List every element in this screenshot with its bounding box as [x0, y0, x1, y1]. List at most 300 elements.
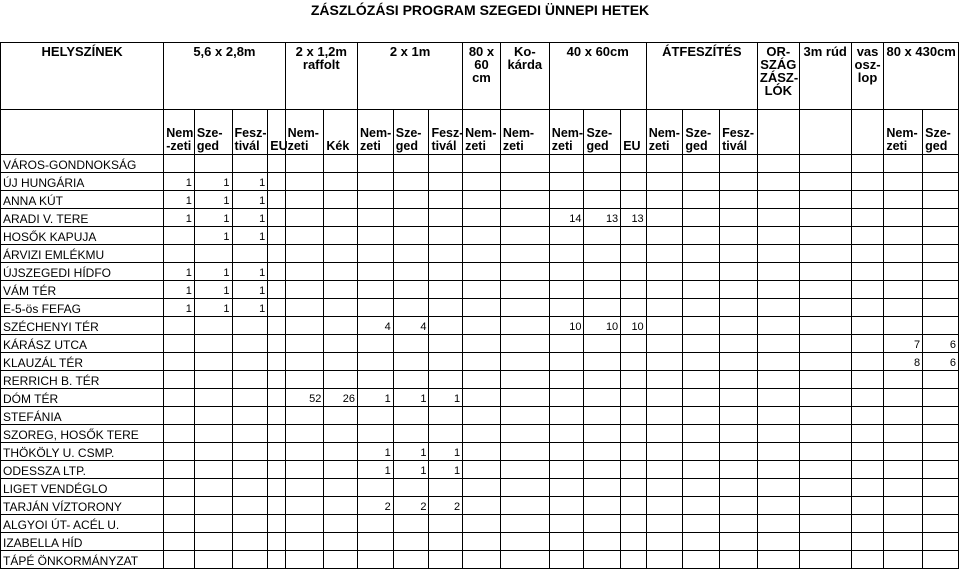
quantity-cell: [500, 551, 549, 569]
quantity-cell: [324, 515, 358, 533]
quantity-cell: 1: [232, 281, 268, 299]
quantity-cell: [194, 533, 232, 551]
quantity-cell: [621, 227, 647, 245]
quantity-cell: [720, 407, 758, 425]
quantity-cell: [646, 371, 683, 389]
quantity-cell: [646, 317, 683, 335]
quantity-cell: [285, 209, 324, 227]
table-row: [1, 281, 959, 299]
quantity-cell: [621, 443, 647, 461]
quantity-cell: [757, 425, 799, 443]
quantity-cell: [884, 479, 923, 497]
quantity-cell: [646, 263, 683, 281]
quantity-cell: [285, 443, 324, 461]
quantity-cell: [500, 371, 549, 389]
quantity-cell: [923, 461, 959, 479]
quantity-cell: [232, 407, 268, 425]
quantity-cell: [851, 371, 884, 389]
quantity-cell: [799, 155, 851, 173]
subheader-cell: Fesz-tivál: [720, 110, 758, 155]
quantity-cell: [463, 173, 501, 191]
quantity-cell: [164, 245, 195, 263]
quantity-cell: [324, 317, 358, 335]
quantity-cell: [646, 227, 683, 245]
quantity-cell: [393, 299, 429, 317]
quantity-cell: [757, 515, 799, 533]
quantity-cell: [720, 317, 758, 335]
quantity-cell: [851, 515, 884, 533]
quantity-cell: [463, 389, 501, 407]
quantity-cell: [500, 281, 549, 299]
quantity-cell: [500, 515, 549, 533]
quantity-cell: [683, 407, 720, 425]
quantity-cell: [646, 155, 683, 173]
quantity-cell: [268, 353, 285, 371]
quantity-cell: [646, 245, 683, 263]
quantity-cell: [720, 209, 758, 227]
table-row: [1, 155, 959, 173]
quantity-cell: [757, 191, 799, 209]
quantity-cell: [194, 371, 232, 389]
quantity-cell: [500, 263, 549, 281]
quantity-cell: [358, 299, 394, 317]
quantity-cell: [285, 497, 324, 515]
quantity-cell: [646, 209, 683, 227]
quantity-cell: [923, 209, 959, 227]
quantity-cell: [324, 227, 358, 245]
quantity-cell: 13: [584, 209, 621, 227]
quantity-cell: [429, 227, 463, 245]
quantity-cell: [429, 371, 463, 389]
quantity-cell: [720, 443, 758, 461]
quantity-cell: [584, 155, 621, 173]
quantity-cell: [884, 281, 923, 299]
quantity-cell: [584, 299, 621, 317]
quantity-cell: [851, 479, 884, 497]
quantity-cell: [194, 479, 232, 497]
quantity-cell: [683, 533, 720, 551]
quantity-cell: [324, 551, 358, 569]
quantity-cell: [358, 173, 394, 191]
quantity-cell: [621, 299, 647, 317]
quantity-cell: [429, 173, 463, 191]
quantity-cell: [720, 551, 758, 569]
quantity-cell: [923, 371, 959, 389]
quantity-cell: [621, 461, 647, 479]
quantity-cell: [799, 335, 851, 353]
quantity-cell: [194, 407, 232, 425]
quantity-cell: [884, 245, 923, 263]
quantity-cell: [358, 281, 394, 299]
quantity-cell: [194, 497, 232, 515]
quantity-cell: [621, 533, 647, 551]
quantity-cell: [358, 209, 394, 227]
subheader-cell: EU: [268, 110, 285, 155]
quantity-cell: [757, 407, 799, 425]
quantity-cell: [500, 407, 549, 425]
quantity-cell: [549, 407, 584, 425]
subheader-cell: EU: [621, 110, 647, 155]
quantity-cell: [268, 317, 285, 335]
table-row: [1, 245, 959, 263]
quantity-cell: [164, 353, 195, 371]
quantity-cell: [232, 443, 268, 461]
quantity-cell: [232, 497, 268, 515]
subheader-cell: Nem-zeti: [884, 110, 923, 155]
quantity-cell: [324, 353, 358, 371]
table-row: [1, 515, 959, 533]
location-cell: RERRICH B. TÉR: [1, 371, 164, 389]
quantity-cell: [164, 317, 195, 335]
quantity-cell: [646, 281, 683, 299]
location-cell: VÁROS-GONDNOKSÁG: [1, 155, 164, 173]
quantity-cell: [683, 335, 720, 353]
quantity-cell: [268, 497, 285, 515]
quantity-cell: [285, 299, 324, 317]
quantity-cell: [584, 425, 621, 443]
quantity-cell: [621, 497, 647, 515]
quantity-cell: 1: [194, 227, 232, 245]
quantity-cell: [393, 515, 429, 533]
quantity-cell: [584, 227, 621, 245]
location-cell: SZÉCHENYI TÉR: [1, 317, 164, 335]
location-cell: DÓM TÉR: [1, 389, 164, 407]
quantity-cell: [757, 371, 799, 389]
quantity-cell: [923, 497, 959, 515]
quantity-cell: [584, 551, 621, 569]
quantity-cell: [799, 443, 851, 461]
quantity-cell: [285, 317, 324, 335]
table-row: [1, 173, 959, 191]
quantity-cell: [720, 281, 758, 299]
table-row: [1, 191, 959, 209]
quantity-cell: [285, 335, 324, 353]
quantity-cell: 1: [164, 209, 195, 227]
quantity-cell: [549, 353, 584, 371]
quantity-cell: [646, 551, 683, 569]
quantity-cell: [268, 173, 285, 191]
quantity-cell: [285, 407, 324, 425]
quantity-cell: [621, 173, 647, 191]
quantity-cell: 1: [164, 191, 195, 209]
quantity-cell: 1: [232, 227, 268, 245]
quantity-cell: [799, 317, 851, 335]
quantity-cell: [429, 281, 463, 299]
quantity-cell: [393, 173, 429, 191]
quantity-cell: [358, 533, 394, 551]
quantity-cell: [429, 209, 463, 227]
subheader-cell: Nem-zeti: [463, 110, 501, 155]
header-group-cell: 2 x 1,2m raffolt: [285, 43, 357, 110]
quantity-cell: [884, 263, 923, 281]
quantity-cell: [720, 191, 758, 209]
quantity-cell: [285, 479, 324, 497]
quantity-cell: [884, 461, 923, 479]
quantity-cell: [393, 263, 429, 281]
quantity-cell: 2: [358, 497, 394, 515]
quantity-cell: [500, 317, 549, 335]
quantity-cell: [683, 173, 720, 191]
quantity-cell: [851, 353, 884, 371]
quantity-cell: [268, 407, 285, 425]
quantity-cell: 4: [393, 317, 429, 335]
quantity-cell: [851, 281, 884, 299]
quantity-cell: [683, 425, 720, 443]
quantity-cell: [285, 371, 324, 389]
quantity-cell: [683, 461, 720, 479]
table-row: [1, 425, 959, 443]
quantity-cell: [429, 191, 463, 209]
quantity-cell: [621, 407, 647, 425]
quantity-cell: 13: [621, 209, 647, 227]
quantity-cell: [463, 515, 501, 533]
quantity-cell: [194, 515, 232, 533]
quantity-cell: [683, 281, 720, 299]
quantity-cell: [799, 407, 851, 425]
quantity-cell: [324, 533, 358, 551]
quantity-cell: [923, 317, 959, 335]
quantity-cell: [923, 191, 959, 209]
quantity-cell: 2: [393, 497, 429, 515]
quantity-cell: [584, 173, 621, 191]
quantity-cell: [757, 227, 799, 245]
quantity-cell: [285, 173, 324, 191]
quantity-cell: [500, 353, 549, 371]
quantity-cell: [194, 389, 232, 407]
quantity-cell: [285, 461, 324, 479]
quantity-cell: [268, 227, 285, 245]
quantity-cell: 1: [232, 209, 268, 227]
quantity-cell: [358, 191, 394, 209]
quantity-cell: [549, 299, 584, 317]
quantity-cell: [549, 533, 584, 551]
quantity-cell: 1: [164, 299, 195, 317]
location-cell: TARJÁN VÍZTORONY: [1, 497, 164, 515]
location-cell: ALGYOI ÚT- ACÉL U.: [1, 515, 164, 533]
quantity-cell: 1: [429, 443, 463, 461]
quantity-cell: [429, 515, 463, 533]
quantity-cell: [358, 479, 394, 497]
quantity-cell: [393, 335, 429, 353]
quantity-cell: [268, 209, 285, 227]
quantity-cell: [799, 173, 851, 191]
quantity-cell: [683, 515, 720, 533]
subheader-cell: Nem-zeti: [500, 110, 549, 155]
quantity-cell: [851, 191, 884, 209]
quantity-cell: [884, 317, 923, 335]
quantity-cell: [549, 461, 584, 479]
quantity-cell: [549, 227, 584, 245]
quantity-cell: [851, 389, 884, 407]
quantity-cell: [393, 209, 429, 227]
location-cell: SZOREG, HOSŐK TERE: [1, 425, 164, 443]
quantity-cell: [268, 263, 285, 281]
quantity-cell: [500, 443, 549, 461]
page-title: ZÁSZLÓZÁSI PROGRAM SZEGEDI ÜNNEPI HETEK: [310, 2, 650, 18]
quantity-cell: [799, 461, 851, 479]
quantity-cell: [429, 533, 463, 551]
quantity-cell: [757, 263, 799, 281]
quantity-cell: 1: [194, 299, 232, 317]
location-cell: TÁPÉ ÖNKORMÁNYZAT: [1, 551, 164, 569]
quantity-cell: 1: [232, 191, 268, 209]
quantity-cell: [646, 299, 683, 317]
quantity-cell: [884, 227, 923, 245]
quantity-cell: [757, 533, 799, 551]
quantity-cell: [884, 299, 923, 317]
quantity-cell: [621, 479, 647, 497]
quantity-cell: [549, 389, 584, 407]
quantity-cell: [324, 299, 358, 317]
location-cell: ODESSZA LTP.: [1, 461, 164, 479]
quantity-cell: [429, 425, 463, 443]
quantity-cell: [621, 425, 647, 443]
header-group-row: [1, 43, 959, 110]
quantity-cell: [923, 551, 959, 569]
quantity-cell: [500, 335, 549, 353]
subheader-cell: Fesz-tivál: [232, 110, 268, 155]
quantity-cell: [646, 533, 683, 551]
quantity-cell: [194, 425, 232, 443]
subheader-cell: Sze-ged: [923, 110, 959, 155]
quantity-cell: [285, 245, 324, 263]
quantity-cell: [285, 533, 324, 551]
location-cell: STEFÁNIA: [1, 407, 164, 425]
header-group-cell: 5,6 x 2,8m: [164, 43, 285, 110]
quantity-cell: [683, 299, 720, 317]
quantity-cell: [799, 209, 851, 227]
quantity-cell: [285, 353, 324, 371]
quantity-cell: [164, 533, 195, 551]
quantity-cell: [584, 443, 621, 461]
quantity-cell: [884, 155, 923, 173]
quantity-cell: [268, 443, 285, 461]
quantity-cell: [232, 533, 268, 551]
quantity-cell: [923, 533, 959, 551]
quantity-cell: [757, 281, 799, 299]
location-cell: ÚJ HUNGÁRIA: [1, 173, 164, 191]
location-cell: ÁRVIZI EMLÉKMU: [1, 245, 164, 263]
quantity-cell: [646, 173, 683, 191]
quantity-cell: [463, 407, 501, 425]
quantity-cell: 52: [285, 389, 324, 407]
quantity-cell: [429, 317, 463, 335]
quantity-cell: [799, 191, 851, 209]
quantity-cell: 1: [164, 173, 195, 191]
quantity-cell: [851, 551, 884, 569]
quantity-cell: [358, 551, 394, 569]
quantity-cell: [232, 317, 268, 335]
quantity-cell: [232, 353, 268, 371]
header-group-cell: Ko-kárda: [500, 43, 549, 110]
quantity-cell: [923, 425, 959, 443]
quantity-cell: [646, 425, 683, 443]
quantity-cell: [683, 479, 720, 497]
table-row: [1, 227, 959, 245]
quantity-cell: [720, 173, 758, 191]
quantity-cell: [621, 155, 647, 173]
quantity-cell: [621, 335, 647, 353]
quantity-cell: [358, 407, 394, 425]
quantity-cell: [285, 227, 324, 245]
quantity-cell: [884, 425, 923, 443]
quantity-cell: [500, 299, 549, 317]
quantity-cell: [851, 209, 884, 227]
quantity-cell: [463, 497, 501, 515]
quantity-cell: [429, 155, 463, 173]
quantity-cell: [799, 299, 851, 317]
quantity-cell: 4: [358, 317, 394, 335]
header-group-cell: 3m rúd: [799, 43, 851, 110]
quantity-cell: [584, 479, 621, 497]
location-cell: ANNA KÚT: [1, 191, 164, 209]
quantity-cell: [194, 317, 232, 335]
quantity-cell: [851, 407, 884, 425]
quantity-cell: [285, 425, 324, 443]
quantity-cell: [851, 317, 884, 335]
quantity-cell: [683, 353, 720, 371]
quantity-cell: [393, 245, 429, 263]
quantity-cell: [268, 371, 285, 389]
quantity-cell: [268, 389, 285, 407]
table-row: [1, 407, 959, 425]
quantity-cell: [429, 353, 463, 371]
quantity-cell: [884, 497, 923, 515]
location-cell: LIGET VENDÉGLO: [1, 479, 164, 497]
location-cell: THÖKÖLY U. CSMP.: [1, 443, 164, 461]
quantity-cell: 1: [232, 173, 268, 191]
quantity-cell: [757, 173, 799, 191]
quantity-cell: [358, 371, 394, 389]
quantity-cell: [324, 335, 358, 353]
table-row: [1, 389, 959, 407]
quantity-cell: [884, 191, 923, 209]
table-row: [1, 443, 959, 461]
quantity-cell: [285, 263, 324, 281]
table-row: [1, 371, 959, 389]
quantity-cell: [646, 515, 683, 533]
quantity-cell: [463, 551, 501, 569]
quantity-cell: [463, 227, 501, 245]
table-row: [1, 461, 959, 479]
quantity-cell: [584, 497, 621, 515]
quantity-cell: [584, 407, 621, 425]
quantity-cell: [584, 353, 621, 371]
quantity-cell: [164, 389, 195, 407]
quantity-cell: [500, 245, 549, 263]
quantity-cell: [164, 227, 195, 245]
quantity-cell: [358, 245, 394, 263]
quantity-cell: [429, 407, 463, 425]
quantity-cell: [757, 389, 799, 407]
quantity-cell: [268, 533, 285, 551]
quantity-cell: [720, 533, 758, 551]
quantity-cell: 1: [232, 299, 268, 317]
quantity-cell: [463, 191, 501, 209]
quantity-cell: [683, 551, 720, 569]
quantity-cell: [463, 245, 501, 263]
quantity-cell: 1: [429, 389, 463, 407]
quantity-cell: [851, 173, 884, 191]
quantity-cell: [923, 173, 959, 191]
table-row: [1, 551, 959, 569]
header-group-cell: ÁTFESZÍTÉS: [646, 43, 757, 110]
quantity-cell: [923, 155, 959, 173]
quantity-cell: [358, 335, 394, 353]
header-group-cell: 80 x 430cm: [884, 43, 959, 110]
quantity-cell: [720, 425, 758, 443]
quantity-cell: [851, 425, 884, 443]
